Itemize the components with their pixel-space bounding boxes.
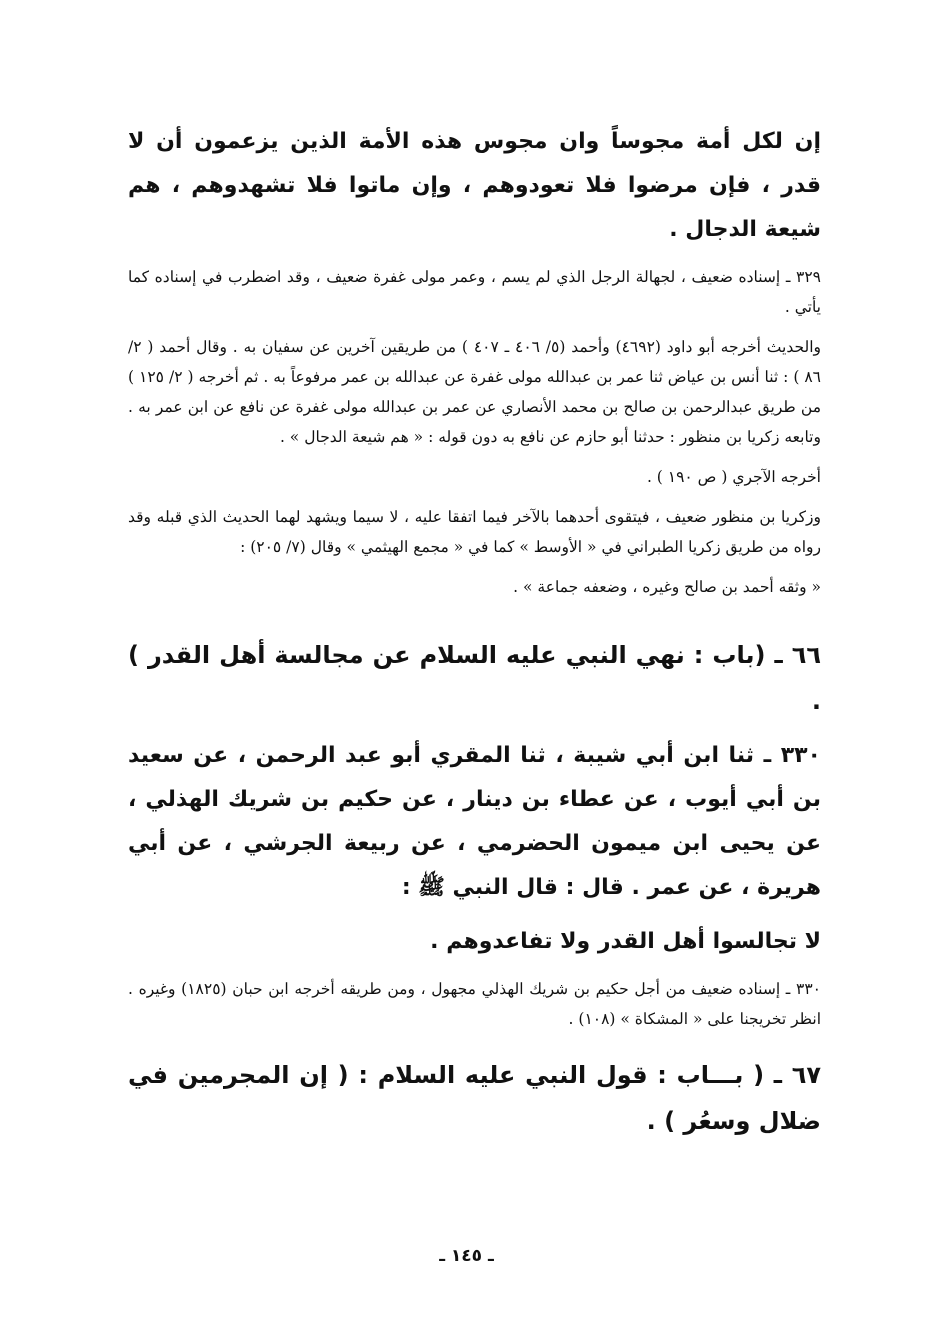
spacer — [128, 910, 821, 920]
spacer — [128, 452, 821, 462]
footnote-329-intro: ٣٢٩ ـ إسناده ضعيف ، لجهالة الرجل الذي لم يسم ، وعمر مولى غفرة ضعيف ، وقد اضطرب في إسناده كما يأتي . — [128, 268, 821, 316]
footnote-329-zakariya: وزكريا بن منظور ضعيف ، فيتقوى أحدهما بالآخر فيما اتفقا عليه ، لا سيما ويشهد لهما الحديث الذي قبله وقد رواه من طريق زكريا الطبراني في « الأوسط » كما في « مجمع الهيثمي » وقال (٧/ ٢٠٥) : — [128, 508, 821, 556]
hadith-330-matn: لا تجالسوا أهل القدر ولا تفاعدوهم . — [430, 929, 821, 954]
spacer — [128, 562, 821, 572]
footnote-330: ٣٣٠ ـ إسناده ضعيف من أجل حكيم بن شريك الهذلي مجهول ، ومن طريقه أخرجه ابن حبان (١٨٢٥) وغيره . انظر تخريجنا على « المشكاة » (١٠٨) . — [128, 980, 821, 1028]
chapter-67-heading: ٦٧ ـ ( بـــاب : قول النبي عليه السلام : ( إن المجرمين في ضلال وسعُر ) . — [128, 1061, 821, 1135]
page-number: ـ ١٤٥ ـ — [439, 1246, 494, 1266]
page-body — [128, 120, 821, 1144]
chapter-66-heading: ٦٦ ـ (باب : نهي النبي عليه السلام عن مجالسة أهل القدر ) . — [128, 641, 821, 715]
spacer — [128, 322, 821, 332]
spacer — [128, 1034, 821, 1052]
footnote-329-quote: « وثقه أحمد بن صالح وغيره ، وضعفه جماعة » . — [513, 578, 821, 596]
spacer — [128, 602, 821, 632]
hadith-330-isnad: ٣٣٠ ـ ثنا ابن أبي شيبة ، ثنا المقري أبو عبد الرحمن ، عن سعيد بن أبي أيوب ، عن عطاء بن دينار ، عن حكيم بن شريك الهذلي ، عن يحيى ابن ميمون الحضرمي ، عن ربيعة الجرشي ، عن أبي هريرة ، عن عمر . قال : قال النبي ﷺ : — [128, 743, 821, 900]
spacer — [128, 964, 821, 974]
spacer — [128, 252, 821, 262]
hadith-text-top: إن لكل أمة مجوساً وان مجوس هذه الأمة الذين يزعمون أن لا قدر ، فإن مرضوا فلا تعودوهم ، وإن ماتوا فلا تشهدوهم ، هم شيعة الدجال . — [128, 129, 821, 242]
spacer — [128, 492, 821, 502]
footnote-329-ajurri: أخرجه الآجري ( ص ١٩٠ ) . — [646, 468, 821, 486]
footnote-329-takhrij: والحديث أخرجه أبو داود (٤٦٩٢) وأحمد (٥/ ٤٠٦ ـ ٤٠٧ ) من طريقين آخرين عن سفيان به . وقال أحمد ( ٢/ ٨٦ ) : ثنا أنس بن عياض ثنا عمر بن عبدالله مولى غفرة عن عبدالله بن عمر مرفوعاً به . ثم أخرجه ( ٢/ ١٢٥ ) من طريق عبدالرحمن بن صالح بن محمد الأنصاري عن عمر بن عبدالله مولى غفرة عن نافع عن ابن عمر به . وتابعه زكريا بن منظور : حدثنا أبو حازم عن نافع به دون قوله : « هم شيعة الدجال » . — [128, 338, 821, 446]
spacer — [128, 724, 821, 734]
